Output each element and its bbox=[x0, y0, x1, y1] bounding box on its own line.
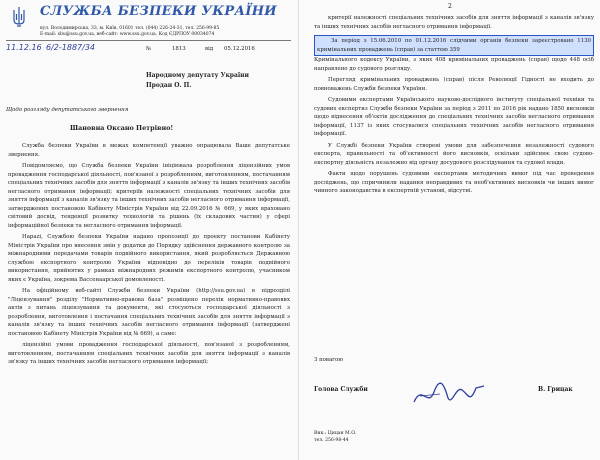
contacts-line-1: вул. Володимирська, 33, м. Київ, 01601 тел. (044) 226-24-31, тел. 256-99-85 bbox=[40, 26, 220, 31]
highlighted-statistics bbox=[314, 35, 594, 56]
signer-name: В. Грицак bbox=[538, 386, 573, 393]
salutation: Шановна Оксано Петрівно! bbox=[70, 124, 174, 132]
paragraph: Перегляд кримінальних проваджень (справ) після Революції Гідності не входить до повноважень Служби безпеки України. bbox=[314, 77, 594, 92]
addressee-line-2: Продан О. П. bbox=[146, 82, 192, 89]
ref-number-label: № bbox=[146, 46, 152, 52]
paragraph: Нарazі, Службою безпеки України надано пропозиції до проекту постанови Кабінету Міністрів України про внесення змін у додатки до Порядку здійснення державного контролю за міжнародними передачами товарів подвійного використання, який розробляється Державною службою експортного контролю України відповідно до переліків товарів подвійного використання, прийнятих у рамках міжнародних режимів експортного контролю, учасником яких є Україна, зокрема Вассенаарської домовленості. bbox=[8, 234, 290, 283]
highlighted-text: За період з 15.06.2010 по 01.12.2016 слідчими органів безпеки зареєстровано 1130 кримінальних проваджень (справ) за статтею 359 bbox=[317, 38, 591, 53]
executor-name: Вик.: Цицан М.О. bbox=[314, 431, 357, 436]
paragraph: Служба безпеки України в межах компетенції уважно опрацювала Ваше депутатське звернення. bbox=[8, 143, 290, 158]
subject-line: Щодо розгляду депутатського звернення bbox=[6, 107, 129, 113]
signature-icon bbox=[410, 380, 490, 410]
addressee-line-1: Народному депутату України bbox=[146, 72, 249, 79]
paragraph: Кримінального кодексу України, з яких 408 кримінальних проваджень (справ) щодо 448 осіб направлено до судового розгляду. bbox=[314, 57, 594, 72]
paragraph: На офіційному веб-сайті Служби безпеки України (http://ssu.gov.ua) в підрозділі "Ліцензування" розділу "Нормативно-правова база" розміщено перелік нормативно-правових актів з питань ліцензування та документи, які стосуються господарської діяльності з розроблення, виготовлення і постачання спеціальних технічних засобів для зняття інформації з каналів зв'язку та інших технічних засобів негласного отримання інформації (затверджені постановою Кабінету Міністрів України від № 669), а саме: bbox=[8, 288, 290, 337]
paragraph: Судовими експертами Українського науково-дослідного інституту спеціальної техніки та судових експертиз Служби безпеки України за період з 2011 по 2016 рік надано 1850 висновків щодо віднесення об'єктів дослідження до спеціальних технічних засобів негласного отримання інформації, 1137 із яких стосувалися спеціальних технічних засобів негласного отримання інформації. bbox=[314, 97, 594, 137]
ref-date: 05.12.2016 bbox=[224, 46, 255, 52]
header-divider bbox=[6, 40, 291, 41]
handwritten-date: 11.12.16 bbox=[6, 43, 42, 52]
contacts-line-2: E-mail: sbu@ssu.gov.ua, веб-сайт: www.ssu.gov.ua, Код ЄДРПОУ 00034074 bbox=[40, 32, 215, 37]
letter-page-2 bbox=[300, 0, 600, 460]
closing-phrase: З повагою bbox=[314, 357, 343, 363]
executor-phone: тел. 256-98-44 bbox=[314, 438, 349, 443]
paragraph: критерії належності спеціальних технічних засобів для зняття інформації з каналів зв'язку та інших технічних засобів негласного отримання інформації. bbox=[314, 15, 594, 30]
letter-body-page-2 bbox=[314, 14, 594, 196]
ref-number: 1813 bbox=[172, 46, 186, 52]
handwritten-number: 6/2-1887/34 bbox=[46, 43, 95, 52]
ref-date-prefix: від bbox=[205, 46, 214, 52]
agency-title: СЛУЖБА БЕЗПЕКИ УКРАЇНИ bbox=[40, 4, 277, 19]
paragraph: ліцензійні умови провадження господарської діяльності, пов'язаної з розробленням, виготовленням, постачанням спеціальних технічних засобів для зняття інформації з каналів зв'язку та інших технічних засобів негласного отримання інформації; bbox=[8, 342, 290, 365]
page-number: 2 bbox=[448, 3, 452, 10]
letter-page-1 bbox=[0, 0, 299, 460]
signer-title: Голова Служби bbox=[314, 386, 368, 393]
trident-emblem-icon bbox=[12, 6, 26, 28]
paragraph: Повідомляємо, що Служба безпеки України ініціювала розроблення ліцензійних умов провадження господарської діяльності, пов'язаної з розробленням, виготовленням, постачанням спеціальних технічних засобів для зняття інформації з каналів зв'язку та інших технічних засобів негласного отримання інформації; критеріїв належності спеціальних технічних засобів для зняття інформації з каналів зв'язку та інших технічних засобів негласного отримання інформації, затверджених постановою Кабінету Міністрів України від 22.09.2016 № 669, у яких враховано світовий досвід, тенденції розвитку технологій та рішень (їх складових частин) у сфері інформаційної безпеки та негласного отримання інформації. bbox=[8, 163, 290, 229]
paragraph: У Службі безпеки України створені умови для забезпечення незалежності судового експерта, правильності та об'єктивності його висновків, оскільки здійснює свою судово-експертну діяльність незалежно від органу досудового розслідування та судової влади. bbox=[314, 142, 594, 166]
paragraph: Факти щодо порушень судовими експертами методичних вимог під час проведення досліджень, що спричинили надання неправдивих та необ'єктивних висновків чи інших вимог чинного законодавства в експертній установі, відсутні. bbox=[314, 171, 594, 194]
letter-body-page-1 bbox=[8, 142, 290, 367]
